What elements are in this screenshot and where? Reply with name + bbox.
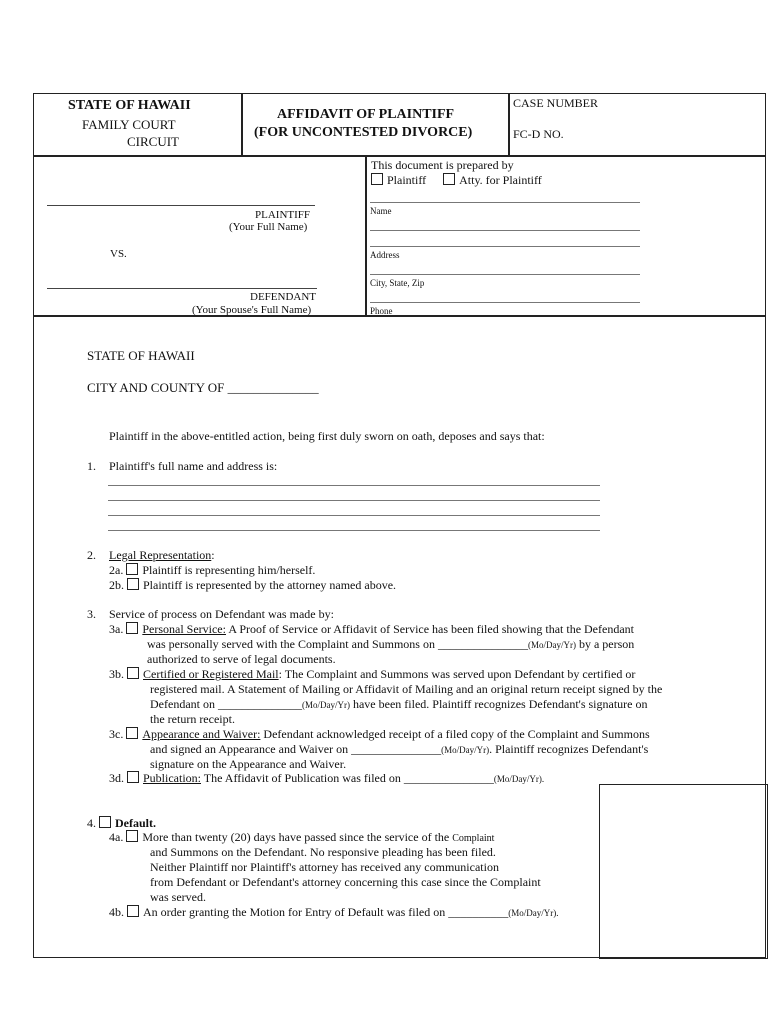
checkbox-3b[interactable] <box>127 667 139 679</box>
plaintiff-sublabel: (Your Full Name) <box>229 221 308 233</box>
address-line-1[interactable] <box>370 230 640 231</box>
option-3b-line4: the return receipt. <box>150 712 235 726</box>
option-3a-line3: authorized to serve of legal documents. <box>147 652 336 666</box>
section-2-title <box>109 548 215 562</box>
text: by a person <box>575 637 635 651</box>
option-3c-title: Appearance and Waiver: <box>142 727 261 741</box>
intro-text: Plaintiff in the above-entitled action, being first duly sworn on oath, deposes and says that: <box>109 429 545 443</box>
option-4a-line5: was served. <box>150 890 206 904</box>
option-4a-text: More than twenty (20) days have passed since the service of the <box>142 830 453 844</box>
legal-representation-title: Legal Representation <box>109 548 212 562</box>
date-format-hint: (Mo/Day/Yr). <box>493 774 545 784</box>
address-answer-line[interactable] <box>108 515 600 516</box>
text: . Plaintiff recognizes Defendant's <box>489 742 649 756</box>
option-4a-line3: Neither Plaintiff nor Plaintiff's attorney has received any communication <box>150 860 499 874</box>
item-number: 3a. <box>109 622 124 636</box>
plaintiff-option-label: Plaintiff <box>387 173 427 187</box>
option-3d <box>109 771 544 786</box>
phone-field[interactable] <box>370 302 640 303</box>
phone-label: Phone <box>370 306 393 316</box>
address-answer-line[interactable] <box>108 500 600 501</box>
option-3c-text: Defendant acknowledged receipt of a filed copy of the Complaint and Summons <box>260 727 650 741</box>
name-label: Name <box>370 206 392 216</box>
divider <box>33 315 766 317</box>
defendant-name-line[interactable] <box>47 288 317 289</box>
option-2b <box>109 578 396 592</box>
defendant-sublabel: (Your Spouse's Full Name) <box>192 304 312 316</box>
date-format-hint: (Mo/Day/Yr) <box>527 640 576 650</box>
option-4a <box>109 830 494 846</box>
option-3b-text: : The Complaint and Summons was served upon Defendant by certified or <box>278 667 636 681</box>
section-3-number: 3. <box>87 607 96 621</box>
plaintiff-name-line[interactable] <box>47 205 315 206</box>
address-field[interactable] <box>370 246 640 247</box>
defendant-label: DEFENDANT <box>250 291 316 303</box>
item-number: 4b. <box>109 905 124 919</box>
address-answer-line[interactable] <box>108 530 600 531</box>
item-number: 2a. <box>109 563 124 577</box>
state-heading: STATE OF HAWAII <box>68 98 191 113</box>
signature-box[interactable] <box>599 784 768 959</box>
fcd-label: FC-D NO. <box>513 127 564 141</box>
venue-state: STATE OF HAWAII <box>87 348 195 363</box>
section-1-number: 1. <box>87 459 96 473</box>
text: Complaint <box>452 833 495 844</box>
item-number: 2b. <box>109 578 124 592</box>
divider <box>241 93 243 155</box>
checkbox-4b[interactable] <box>127 905 139 917</box>
plaintiff-label: PLAINTIFF <box>255 209 311 221</box>
colon: : <box>211 548 215 562</box>
section-2-number: 2. <box>87 548 96 562</box>
checkbox-3d[interactable] <box>127 771 139 783</box>
text: was personally served with the Complaint and Summons on _______________ <box>147 637 528 651</box>
form-title: AFFIDAVIT OF PLAINTIFF <box>277 107 455 122</box>
date-format-hint: (Mo/Day/Yr) <box>301 700 350 710</box>
date-format-hint: (Mo/Day/Yr) <box>441 745 490 755</box>
item-number: 3d. <box>109 771 124 785</box>
option-3b-title: Certified or Registered Mail <box>143 667 279 681</box>
option-4a-line2: and Summons on the Defendant. No responsive pleading has been filed. <box>150 845 496 859</box>
text: have been filed. Plaintiff recognizes Defendant's signature on <box>349 697 648 711</box>
option-2a <box>109 563 315 577</box>
divider <box>365 155 367 316</box>
option-3c-line2 <box>150 742 648 757</box>
section-3-text: Service of process on Defendant was made by: <box>109 607 334 621</box>
checkbox-3a[interactable] <box>126 622 138 634</box>
vs-label: VS. <box>110 248 127 260</box>
option-4b-text: An order granting the Motion for Entry of Default was filed on __________ <box>143 905 509 919</box>
address-answer-line[interactable] <box>108 485 600 486</box>
prepared-by-options <box>368 173 542 187</box>
form-subtitle: (FOR UNCONTESTED DIVORCE) <box>254 125 473 140</box>
city-state-zip-field[interactable] <box>370 274 640 275</box>
default-checkbox[interactable] <box>99 816 111 828</box>
option-2b-text: Plaintiff is represented by the attorney named above. <box>143 578 397 592</box>
checkbox-3c[interactable] <box>126 727 138 739</box>
section-4 <box>87 816 156 830</box>
item-number: 3c. <box>109 727 124 741</box>
address-label: Address <box>370 250 400 260</box>
option-3d-title: Publication: <box>143 771 201 785</box>
text: Defendant on ______________ <box>150 697 302 711</box>
option-2a-text: Plaintiff is representing him/herself. <box>142 563 316 577</box>
checkbox-2b[interactable] <box>127 578 139 590</box>
option-3a-line2 <box>147 637 634 652</box>
attorney-option-label: Atty. for Plaintiff <box>459 173 542 187</box>
option-4b <box>109 905 559 920</box>
divider <box>508 93 510 155</box>
name-field[interactable] <box>370 202 640 203</box>
option-3b <box>109 667 635 681</box>
option-4a-line4: from Defendant or Defendant's attorney concerning this case since the Complaint <box>150 875 541 889</box>
item-number: 3b. <box>109 667 124 681</box>
option-3a-text: A Proof of Service or Affidavit of Service has been filed showing that the Defendant <box>225 622 634 636</box>
checkbox-4a[interactable] <box>126 830 138 842</box>
court-label: FAMILY COURT <box>82 117 176 132</box>
option-3b-line2: registered mail. A Statement of Mailing or Affidavit of Mailing and an original return receipt signed by the <box>150 682 663 696</box>
checkbox-2a[interactable] <box>126 563 138 575</box>
section-1-text: Plaintiff's full name and address is: <box>109 459 278 473</box>
city-state-zip-label: City, State, Zip <box>370 278 425 288</box>
option-3d-text: The Affidavit of Publication was filed on _______________ <box>201 771 494 785</box>
option-3a <box>109 622 634 636</box>
circuit-label: CIRCUIT <box>127 134 179 149</box>
case-number-label: CASE NUMBER <box>513 96 599 110</box>
option-3c <box>109 727 650 741</box>
section-4-number: 4. <box>87 816 96 830</box>
venue-county: CITY AND COUNTY OF ______________ <box>87 380 319 395</box>
text: and signed an Appearance and Waiver on _______________ <box>150 742 442 756</box>
prepared-by-label: This document is prepared by <box>371 158 514 172</box>
date-format-hint: (Mo/Day/Yr). <box>508 908 559 918</box>
option-3a-title: Personal Service: <box>142 622 226 636</box>
option-3c-line3: signature on the Appearance and Waiver. <box>150 757 347 771</box>
divider <box>33 155 766 157</box>
plaintiff-checkbox[interactable] <box>371 173 383 185</box>
option-3b-line3 <box>150 697 648 712</box>
item-number: 4a. <box>109 830 124 844</box>
attorney-checkbox[interactable] <box>443 173 455 185</box>
default-title: Default. <box>115 816 156 830</box>
